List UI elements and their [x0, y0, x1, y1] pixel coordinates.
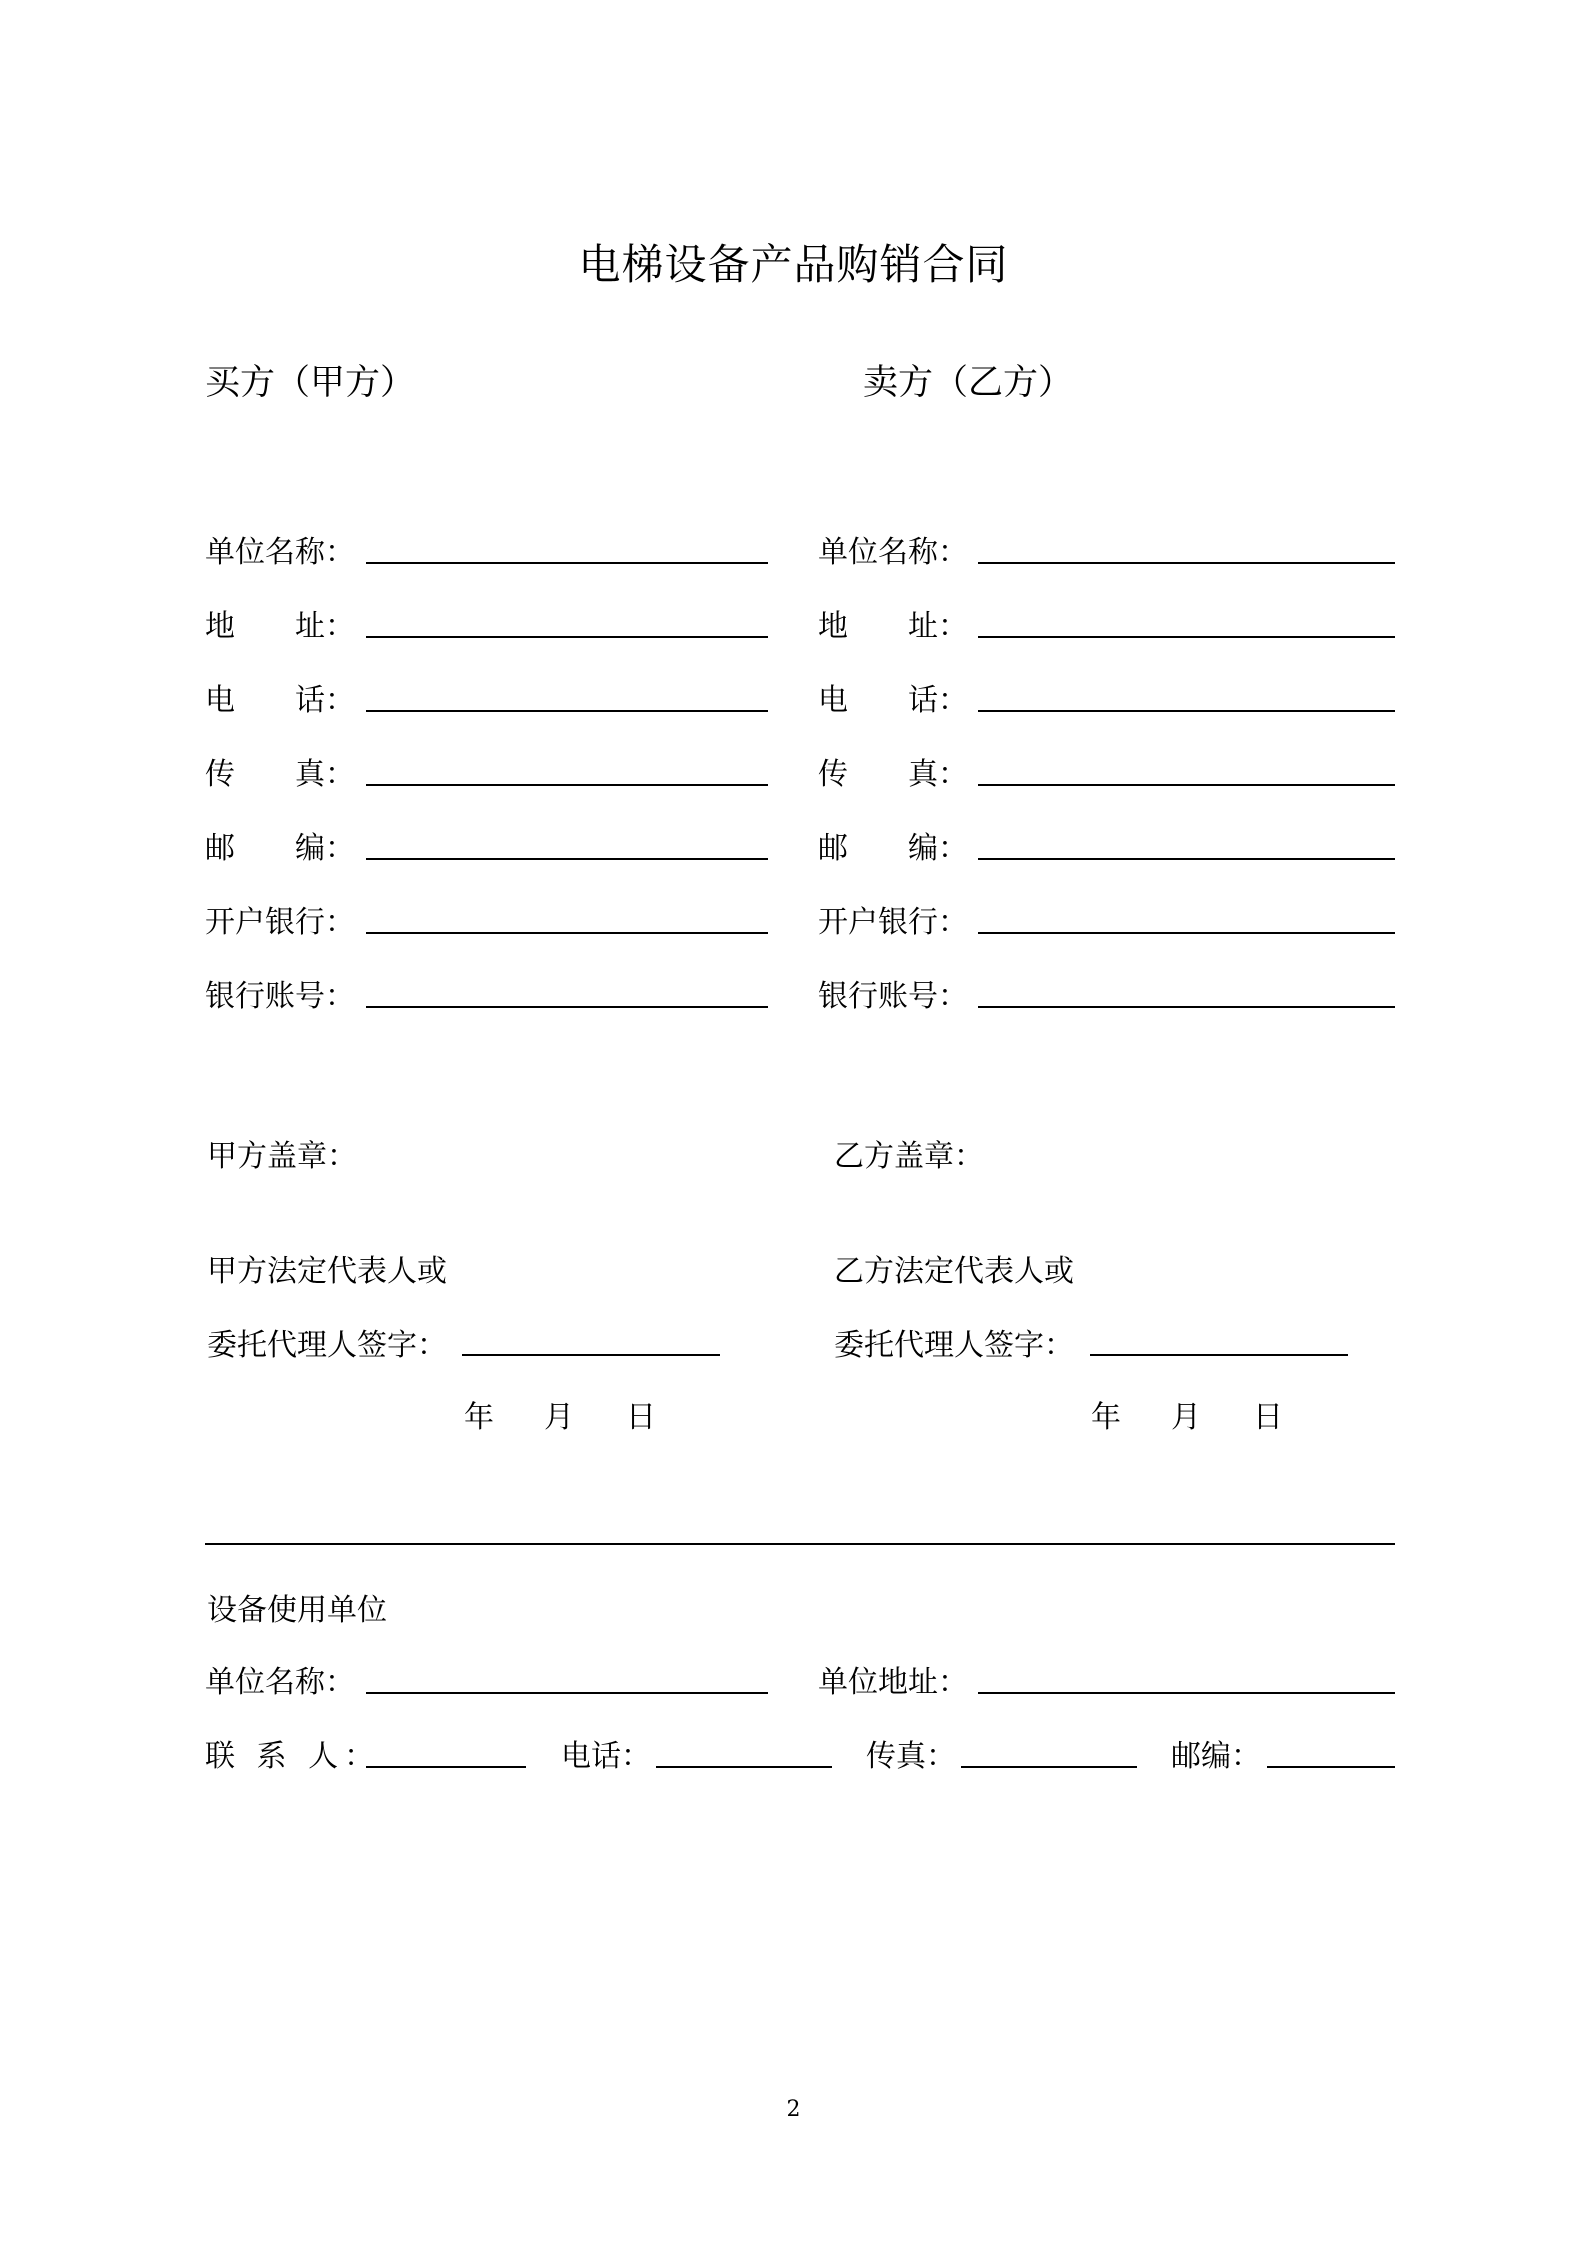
party-a-date-day: 日	[626, 1400, 656, 1435]
party-b-fax-line[interactable]	[978, 784, 1395, 786]
party-b-signature-label: 委托代理人签字：	[834, 1328, 1074, 1363]
party-b-rep-label: 乙方法定代表人或	[834, 1254, 1074, 1289]
contact-fax-line[interactable]	[961, 1766, 1137, 1768]
party-a-address-line[interactable]	[366, 636, 768, 638]
party-a-rep-label: 甲方法定代表人或	[207, 1254, 447, 1289]
party-b-unit-name-line[interactable]	[978, 562, 1395, 564]
party-b-date-month: 月	[1171, 1400, 1201, 1435]
party-b-unit-name-label: 单位名称：	[818, 535, 968, 570]
document-title: 电梯设备产品购销合同	[578, 240, 1009, 289]
contact-postcode-line[interactable]	[1267, 1766, 1395, 1768]
contact-postcode-label: 邮编：	[1171, 1739, 1261, 1774]
party-b-account-label: 银行账号：	[818, 979, 968, 1014]
party-a-account-line[interactable]	[366, 1006, 768, 1008]
party-a-date-month: 月	[544, 1400, 574, 1435]
user-unit-address-label: 单位地址：	[818, 1665, 968, 1700]
contact-phone-line[interactable]	[656, 1766, 832, 1768]
party-a-bank-line[interactable]	[366, 932, 768, 934]
party-a-bank-label: 开户银行：	[205, 905, 355, 940]
buyer-heading: 买方（甲方）	[205, 363, 416, 403]
party-b-postcode-label: 邮 编：	[818, 831, 968, 866]
party-a-phone-line[interactable]	[366, 710, 768, 712]
user-unit-address-line[interactable]	[978, 1692, 1395, 1694]
party-a-signature-label: 委托代理人签字：	[207, 1328, 447, 1363]
page-number: 2	[786, 2097, 801, 2122]
party-b-fax-label: 传 真：	[818, 757, 968, 792]
party-a-postcode-label: 邮 编：	[205, 831, 355, 866]
party-b-signature-line[interactable]	[1090, 1354, 1348, 1356]
contact-phone-label: 电话：	[561, 1739, 651, 1774]
contact-person-line[interactable]	[366, 1766, 526, 1768]
party-b-bank-label: 开户银行：	[818, 905, 968, 940]
contact-fax-label: 传真：	[866, 1739, 956, 1774]
party-b-date-year: 年	[1091, 1400, 1121, 1435]
party-b-address-label: 地 址：	[818, 609, 968, 644]
user-unit-name-line[interactable]	[366, 1692, 768, 1694]
party-a-postcode-line[interactable]	[366, 858, 768, 860]
party-a-account-label: 银行账号：	[205, 979, 355, 1014]
party-b-bank-line[interactable]	[978, 932, 1395, 934]
party-b-seal-label: 乙方盖章：	[834, 1139, 984, 1174]
contact-person-label: 联 系 人：	[205, 1739, 381, 1774]
user-unit-heading: 设备使用单位	[207, 1593, 387, 1628]
party-b-account-line[interactable]	[978, 1006, 1395, 1008]
party-a-fax-line[interactable]	[366, 784, 768, 786]
user-unit-name-label: 单位名称：	[205, 1665, 355, 1700]
seller-heading: 卖方（乙方）	[863, 363, 1074, 403]
party-b-postcode-line[interactable]	[978, 858, 1395, 860]
party-a-date-year: 年	[464, 1400, 494, 1435]
party-a-fax-label: 传 真：	[205, 757, 355, 792]
party-a-address-label: 地 址：	[205, 609, 355, 644]
party-b-phone-line[interactable]	[978, 710, 1395, 712]
party-b-date-day: 日	[1253, 1400, 1283, 1435]
party-b-address-line[interactable]	[978, 636, 1395, 638]
party-a-phone-label: 电 话：	[205, 683, 355, 718]
party-a-seal-label: 甲方盖章：	[207, 1139, 357, 1174]
section-divider	[205, 1543, 1395, 1545]
party-b-phone-label: 电 话：	[818, 683, 968, 718]
party-a-unit-name-line[interactable]	[366, 562, 768, 564]
party-a-unit-name-label: 单位名称：	[205, 535, 355, 570]
party-a-signature-line[interactable]	[462, 1354, 720, 1356]
